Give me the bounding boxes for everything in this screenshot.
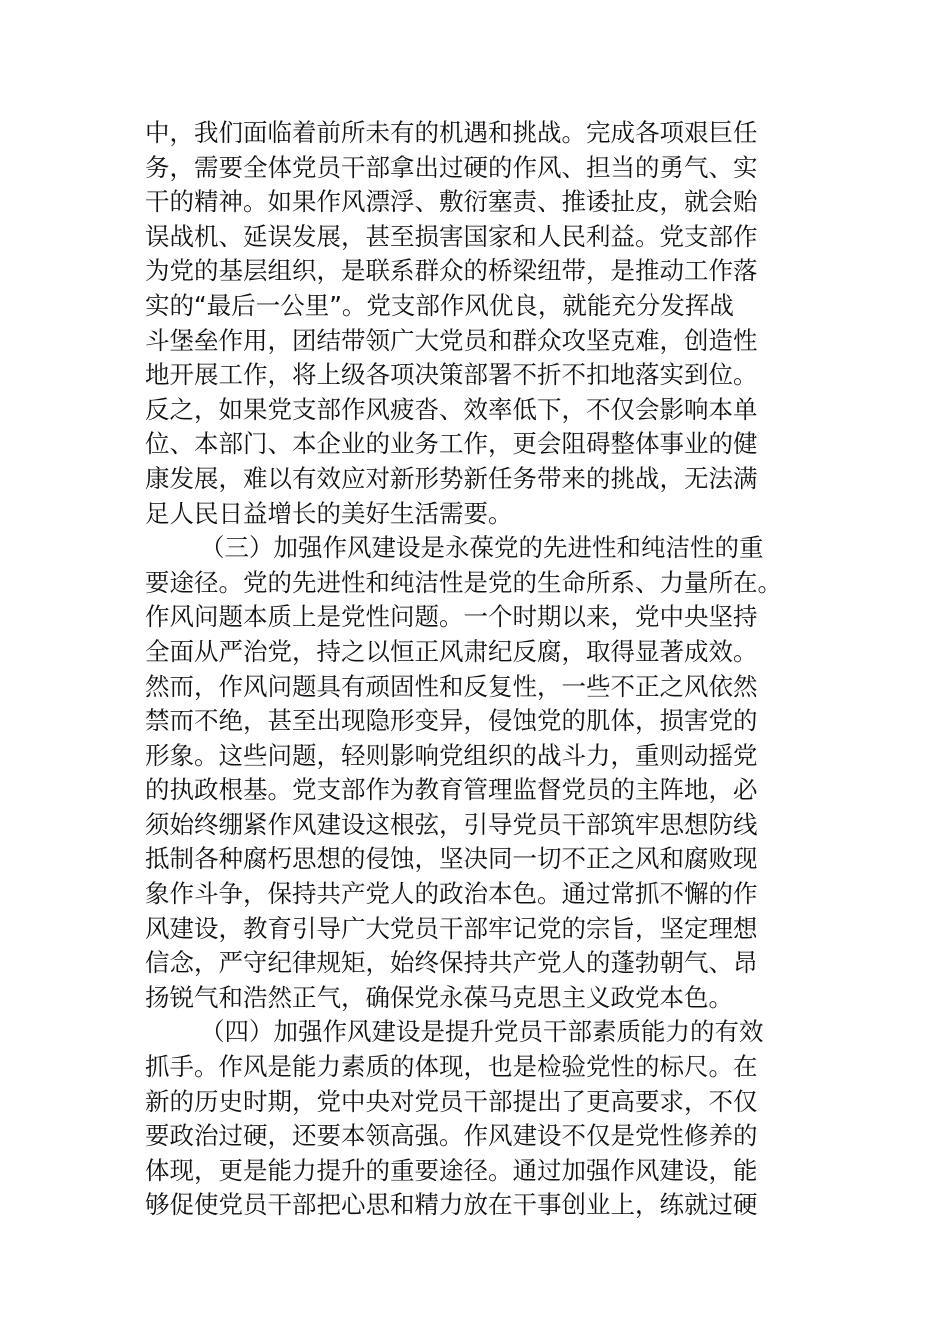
text-line: 位、本部门、本企业的业务工作，更会阻碍整体事业的健: [145, 429, 758, 459]
text-line: 的执政根基。党支部作为教育管理监督党员的主阵地，必: [145, 775, 758, 805]
section-heading-line: （四）加强作风建设是提升党员干部素质能力的有效: [200, 1017, 764, 1047]
text-line: 够促使党员干部把心思和精力放在干事创业上，练就过硬: [145, 1190, 758, 1220]
body-text: [145, 116, 810, 1223]
text-line: 干的精神。如果作风漂浮、敷衍塞责、推诿扯皮，就会贻: [145, 187, 758, 217]
text-line: 地开展工作，将上级各项决策部署不折不扣地落实到位。: [145, 360, 758, 390]
text-line: 康发展，难以有效应对新形势新任务带来的挑战，无法满: [145, 463, 758, 493]
text-line: 务，需要全体党员干部拿出过硬的作风、担当的勇气、实: [145, 152, 758, 182]
text-line: 足人民日益增长的美好生活需要。: [145, 498, 513, 528]
text-line: 形象。这些问题，轻则影响党组织的战斗力，重则动摇党: [145, 740, 758, 770]
text-line: 象作斗争，保持共产党人的政治本色。通过常抓不懈的作: [145, 879, 758, 909]
text-line: 禁而不绝，甚至出现隐形变异，侵蚀党的肌体，损害党的: [145, 706, 758, 736]
text-line: 须始终绷紧作风建设这根弦，引导党员干部筑牢思想防线: [145, 809, 758, 839]
text-line: 风建设，教育引导广大党员干部牢记党的宗旨，坚定理想: [145, 913, 758, 943]
text-line: 新的历史时期，党中央对党员干部提出了更高要求，不仅: [145, 1086, 758, 1116]
text-line: 斗堡垒作用，团结带领广大党员和群众攻坚克难，创造性: [145, 325, 758, 355]
section-heading-line: （三）加强作风建设是永葆党的先进性和纯洁性的重: [200, 533, 764, 563]
text-line: 实的“最后一公里”。党支部作风优良，就能充分发挥战: [145, 290, 734, 320]
text-line: 作风问题本质上是党性问题。一个时期以来，党中央坚持: [145, 602, 758, 632]
text-line: 抓手。作风是能力素质的体现，也是检验党性的标尺。在: [145, 1052, 758, 1082]
text-line: 误战机、延误发展，甚至损害国家和人民利益。党支部作: [145, 221, 758, 251]
text-line: 反之，如果党支部作风疲沓、效率低下，不仅会影响本单: [145, 394, 758, 424]
text-line: 体现，更是能力提升的重要途径。通过加强作风建设，能: [145, 1155, 758, 1185]
text-line: 中，我们面临着前所未有的机遇和挑战。完成各项艰巨任: [145, 118, 758, 147]
text-line: 全面从严治党，持之以恒正风肃纪反腐，取得显著成效。: [145, 636, 758, 666]
text-line: 为党的基层组织，是联系群众的桥梁纽带，是推动工作落: [145, 256, 758, 286]
text-line: 然而，作风问题具有顽固性和反复性，一些不正之风依然: [145, 671, 758, 701]
text-line: 要途径。党的先进性和纯洁性是党的生命所系、力量所在。: [145, 567, 782, 597]
text-line: 抵制各种腐朽思想的侵蚀，坚决同一切不正之风和腐败现: [145, 844, 758, 874]
text-line: 信念，严守纪律规矩，始终保持共产党人的蓬勃朝气、昂: [145, 948, 758, 978]
text-line: 扬锐气和浩然正气，确保党永葆马克思主义政党本色。: [145, 982, 733, 1012]
text-line: 要政治过硬，还要本领高强。作风建设不仅是党性修养的: [145, 1121, 758, 1151]
